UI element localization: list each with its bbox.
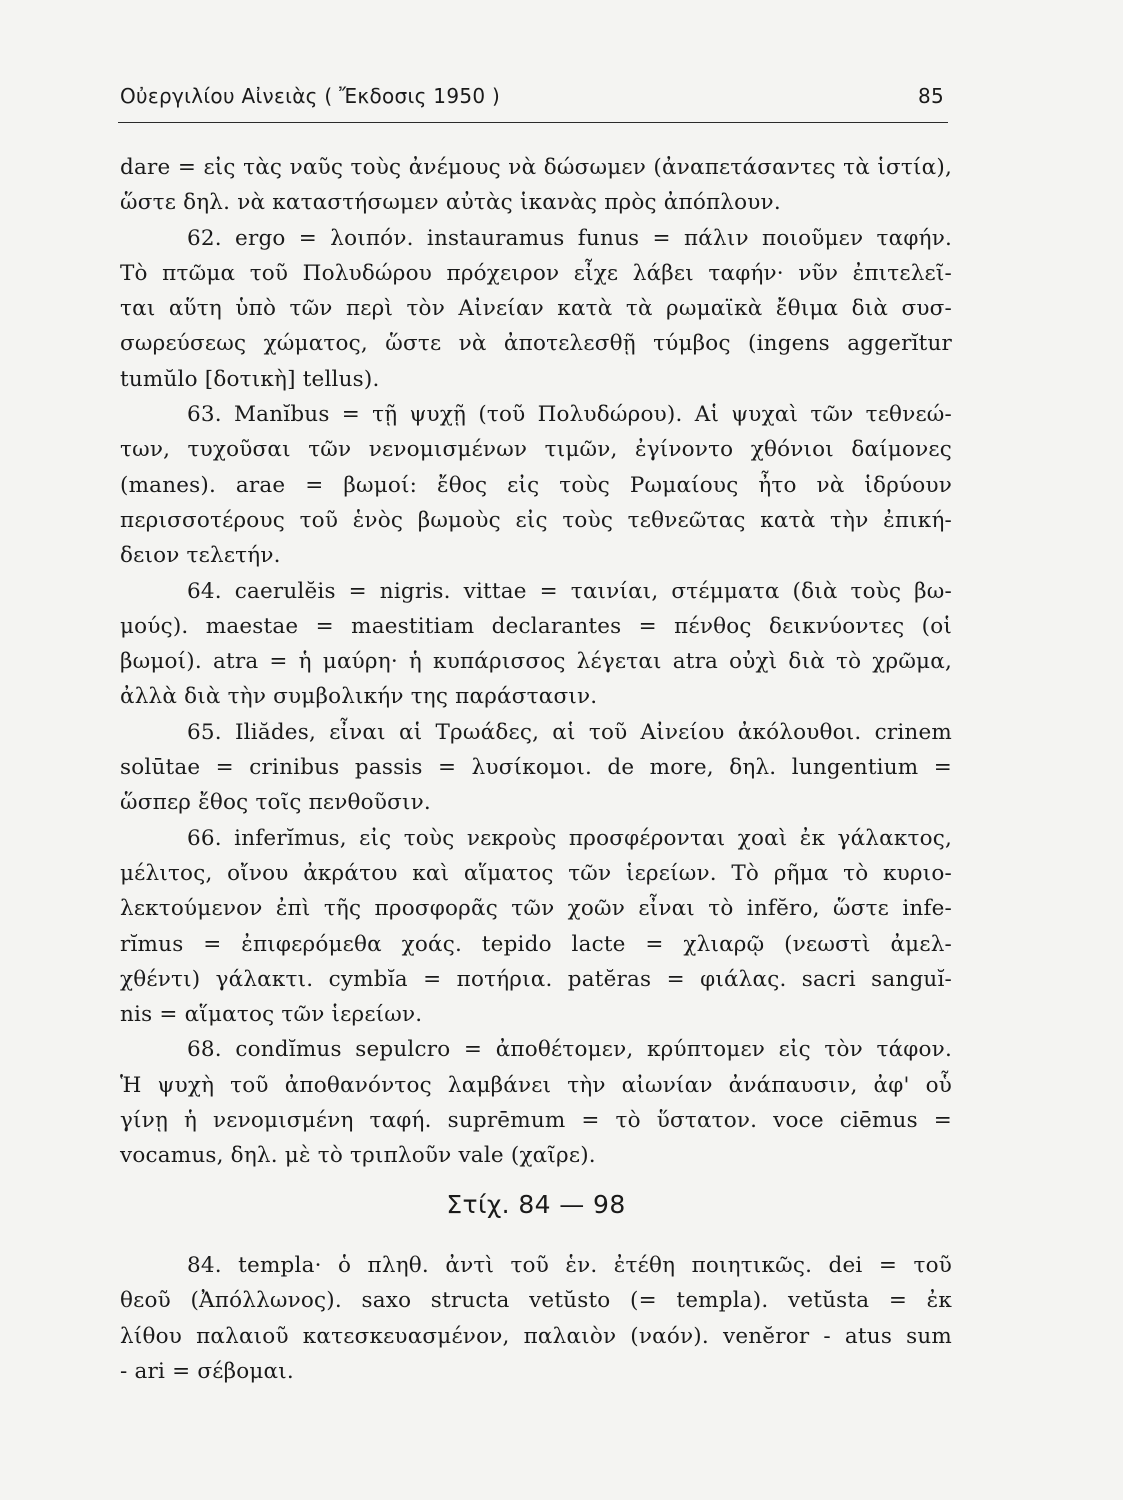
- text-line: dare = εἰς τὰς ναῦς τοὺς ἀνέμους νὰ δώσωμεν (ἀναπετάσαντες τὰ ἱστία),: [120, 155, 952, 180]
- text-line: ὥστε δηλ. νὰ καταστήσωμεν αὐτὰς ἱκανὰς πρὸς ἀπόπλουν.: [120, 190, 781, 216]
- text-line: λεκτούμενον ἐπὶ τῆς προσφορᾶς τῶν χοῶν εἶναι τὸ infĕro, ὥστε infe-: [120, 896, 952, 922]
- header-rule: [118, 122, 948, 123]
- text-line: ται αὕτη ὑπὸ τῶν περὶ τὸν Αἰνείαν κατὰ τὰ ρωμαϊκὰ ἔθιμα διὰ συσ-: [120, 296, 952, 322]
- text-line: rĭmus = ἐπιφερόμεθα χοάς. tepido lacte = χλιαρῷ (νεωστὶ ἀμελ-: [120, 931, 952, 957]
- text-line: σωρεύσεως χώματος, ὥστε νὰ ἀποτελεσθῇ τύμβος (ingens aggerĭtur: [120, 331, 952, 357]
- text-line: βωμοί). atra = ἡ μαύρη· ἡ κυπάρισσος λέγεται atra οὐχὶ διὰ τὸ χρῶμα,: [120, 649, 952, 675]
- text-line: 84. templa· ὁ πληθ. ἀντὶ τοῦ ἑν. ἐτέθη ποιητικῶς. dei = τοῦ: [187, 1253, 952, 1278]
- text-line: 63. Manĭbus = τῇ ψυχῇ (τοῦ Πολυδώρου). Αἱ ψυχαὶ τῶν τεθνεώ-: [187, 402, 952, 428]
- text-line: λίθου παλαιοῦ κατεσκευασμένον, παλαιὸν (ναόν). venĕror - atus sum: [120, 1323, 952, 1349]
- page-number: 85: [917, 84, 944, 108]
- text-line: 66. inferĭmus, εἰς τοὺς νεκροὺς προσφέρονται χοαὶ ἐκ γάλακτος,: [187, 825, 952, 851]
- text-line: 65. Iliădes, εἶναι αἱ Τρωάδες, αἱ τοῦ Αἰνείου ἀκόλουθοι. crinem: [187, 719, 952, 745]
- text-line: μέλιτος, οἴνου ἀκράτου καὶ αἵματος τῶν ἱερείων. Τὸ ρῆμα τὸ κυριο-: [120, 860, 952, 886]
- text-line: θεοῦ (Ἀπόλλωνος). saxo structa vetŭsto (= templa). vetŭsta = ἐκ: [120, 1288, 952, 1314]
- text-line: 68. condĭmus sepulcro = ἀποθέτομεν, κρύπτομεν εἰς τὸν τάφον.: [187, 1037, 952, 1063]
- text-line: ὥσπερ ἔθος τοῖς πενθοῦσιν.: [120, 790, 431, 816]
- text-line: (manes). arae = βωμοί: ἔθος εἰς τοὺς Ρωμαίους ἦτο νὰ ἱδρύουν: [120, 472, 952, 498]
- text-line: solūtae = crinibus passis = λυσίκομοι. de more, δηλ. lungentium =: [120, 755, 952, 781]
- text-line: ἀλλὰ διὰ τὴν συμβολικήν της παράστασιν.: [120, 684, 598, 710]
- running-title: Οὐεργιλίου Αἰνειὰς ( Ἔκδοσις 1950 ): [120, 84, 501, 108]
- text-line: δειον τελετήν.: [120, 543, 281, 569]
- text-line: nis = αἵματος τῶν ἱερείων.: [120, 1002, 423, 1028]
- text-line: Τὸ πτῶμα τοῦ Πολυδώρου πρόχειρον εἶχε λάβει ταφήν· νῦν ἐπιτελεῖ-: [120, 260, 952, 286]
- text-line: μούς). maestae = maestitiam declarantes = πένθος δεικνύοντες (οἱ: [120, 613, 952, 639]
- text-line: - ari = σέβομαι.: [120, 1358, 294, 1384]
- text-line: Ἡ ψυχὴ τοῦ ἀποθανόντος λαμβάνει τὴν αἰωνίαν ἀνάπαυσιν, ἀφ' οὗ: [120, 1072, 952, 1098]
- text-line: 62. ergo = λοιπόν. instauramus funus = πάλιν ποιοῦμεν ταφήν.: [187, 225, 952, 251]
- text-line: 64. caerulĕis = nigris. vittae = ταινίαι, στέμματα (διὰ τοὺς βω-: [187, 578, 952, 604]
- running-header: [120, 84, 950, 116]
- text-line: χθέντι) γάλακτι. cymbĭa = ποτήρια. patĕras = φιάλας. sacri sanguĭ-: [120, 966, 952, 992]
- text-line: των, τυχοῦσαι τῶν νενομισμένων τιμῶν, ἐγίνοντο χθόνιοι δαίμονες: [120, 437, 952, 463]
- section-heading: Στίχ. 84 — 98: [446, 1190, 626, 1219]
- commentary-text: [120, 150, 952, 1174]
- text-line: vocamus, δηλ. μὲ τὸ τριπλοῦν vale (χαῖρε).: [120, 1143, 596, 1169]
- text-line: περισσοτέρους τοῦ ἑνὸς βωμοὺς εἰς τοὺς τεθνεῶτας κατὰ τὴν ἐπική-: [120, 507, 952, 533]
- commentary-text-section-2: [120, 1248, 952, 1389]
- text-line: γίνῃ ἡ νενομισμένη ταφή. suprēmum = τὸ ὕστατον. voce ciēmus =: [120, 1108, 952, 1134]
- text-line: tumŭlo [δοτικὴ] tellus).: [120, 366, 380, 392]
